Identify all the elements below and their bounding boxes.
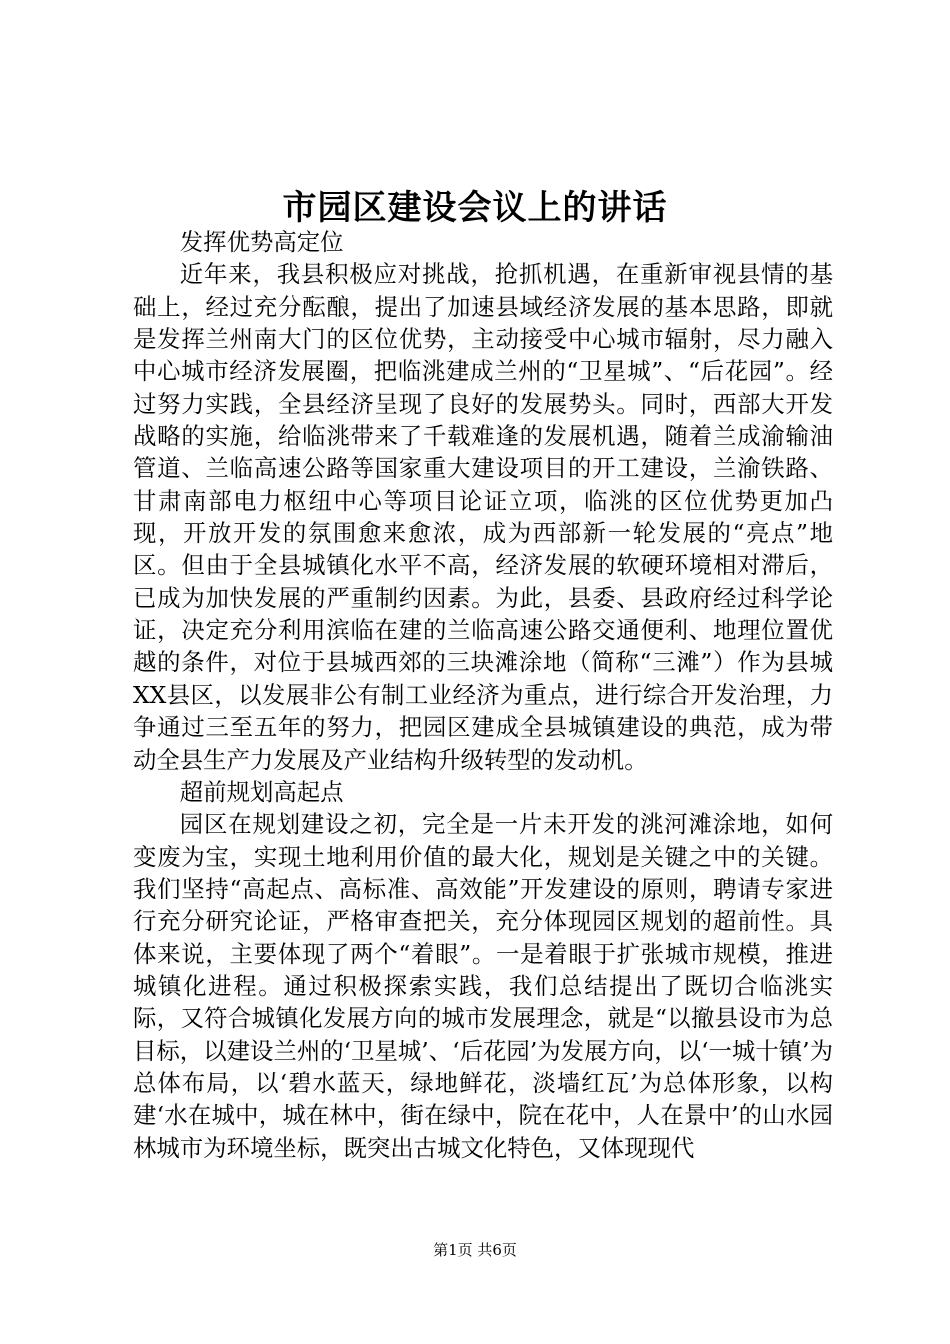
document-body [133,226,833,1164]
section-heading: 超前规划高起点 [179,777,344,806]
section-heading: 发挥优势高定位 [179,228,344,256]
section-paragraph: 近年来，我县积极应对挑战，抢抓机遇，在重新审视县情的基础上，经过充分酝酿，提出了加速县域经济发展的基本思路，即就是发挥兰州南大门的区位优势，主动接受中心城市辐射，尽力融入中心城市经济发展圈，把临洮建成兰州的“卫星城”、“后花园”。经过努力实践，全县经济呈现了良好的发展势头。同时，西部大开发战略的实施，给临洮带来了千载难逢的发展机遇，随着兰成渝输油管道、兰临高速公路等国家重大建设项目的开工建设，兰渝铁路、甘肃南部电力枢纽中心等项目论证立项，临洮的区位优势更加凸现，开放开发的氛围愈来愈浓，成为西部新一轮发展的“亮点”地区。但由于全县城镇化水平不高，经济发展的软硬环境相对滞后，已成为加快发展的严重制约因素。为此，县委、县政府经过科学论证，决定充分利用滨临在建的兰临高速公路交通便利、地理位置优越的条件，对位于县城西郊的三块滩涂地（简称“三滩”）作为县城XX县区，以发展非公有制工业经济为重点，进行综合开发治理，力争通过三至五年的努力，把园区建成全县城镇建设的典范，成为带动全县生产力发展及产业结构升级转型的发动机。 [133,260,833,774]
document-title: 市园区建设会议上的讲话 [282,188,668,228]
section-paragraph: 园区在规划建设之初，完全是一片未开发的洮河滩涂地，如何变废为宝，实现土地利用价值的最大化，规划是关键之中的关键。我们坚持“高起点、高标准、高效能”开发建设的原则，聘请专家进行充分研究论证，严格审查把关，充分体现园区规划的超前性。具体来说，主要体现了两个“着眼”。一是着眼于扩张城市规模，推进城镇化进程。通过积极探索实践，我们总结提出了既切合临洮实际，又符合城镇化发展方向的城市发展理念，就是“以撤县设市为总目标，以建设兰州的‘卫星城’、‘后花园’为发展方向，以‘一城十镇’为总体布局，以‘碧水蓝天，绿地鲜花，淡墙红瓦’为总体形象，以构建‘水在城中，城在林中，街在绿中，院在花中，人在景中’的山水园林城市为环境坐标，既突出古城文化特色，又体现现代 [133,810,833,1162]
page-footer: 第1页 共6页 [433,1241,517,1259]
